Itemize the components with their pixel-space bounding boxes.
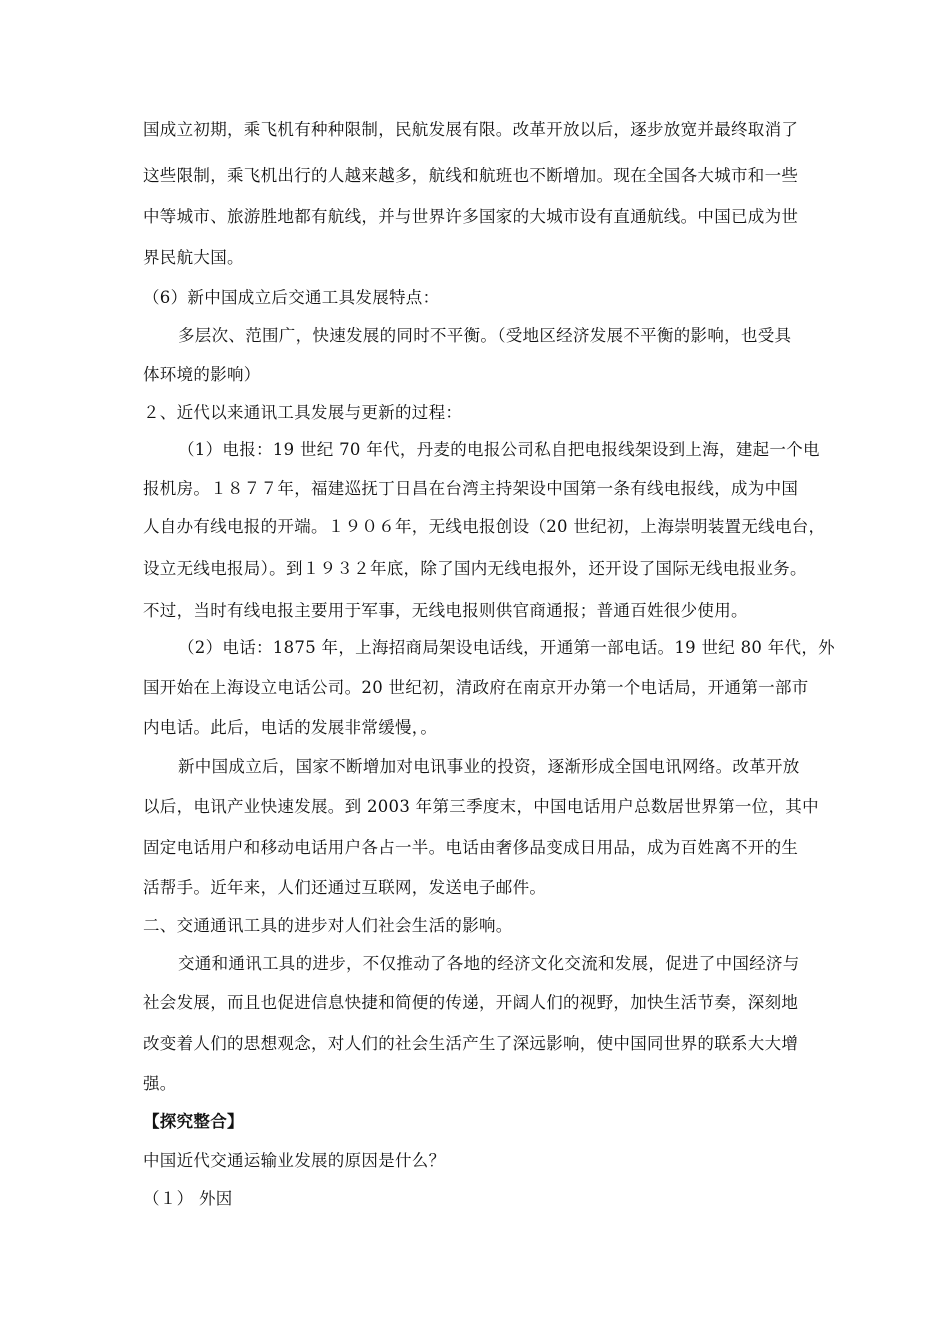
paragraph-line: 固定电话用户和移动电话用户各占一半。电话由奢侈品变成日用品，成为百姓离不开的生 <box>143 838 799 857</box>
paragraph-line: 报机房。１８７７年，福建巡抚丁日昌在台湾主持架设中国第一条有线电报线，成为中国 <box>143 479 799 498</box>
section-title: 【探究整合】 <box>143 1112 244 1131</box>
paragraph-line: 强。 <box>143 1074 177 1093</box>
paragraph-line: 内电话。此后，电话的发展非常缓慢，。 <box>143 718 438 737</box>
paragraph-line: 活帮手。近年来，人们还通过互联网，发送电子邮件。 <box>143 878 547 897</box>
paragraph-line: 这些限制，乘飞机出行的人越来越多，航线和航班也不断增加。现在全国各大城市和一些 <box>143 166 799 185</box>
paragraph-line: 改变着人们的思想观念，对人们的社会生活产生了深远影响，使中国同世界的联系大大增 <box>143 1034 799 1053</box>
paragraph-line: 国开始在上海设立电话公司。20 世纪初，清政府在南京开办第一个电话局，开通第一部市 <box>143 678 809 697</box>
paragraph-line: 中等城市、旅游胜地都有航线，并与世界许多国家的大城市设有直通航线。中国已成为世 <box>143 207 799 226</box>
question-line: 中国近代交通运输业发展的原因是什么？ <box>143 1151 446 1170</box>
section-heading: （6）新中国成立后交通工具发展特点： <box>143 288 440 307</box>
paragraph-line: 不过，当时有线电报主要用于军事，无线电报则供官商通报；普通百姓很少使用。 <box>143 601 748 620</box>
paragraph-line: 体环境的影响） <box>143 365 261 384</box>
paragraph-line: 国成立初期，乘飞机有种种限制，民航发展有限。改革开放以后，逐步放宽并最终取消了 <box>143 120 799 139</box>
paragraph-line: 界民航大国。 <box>143 248 244 267</box>
paragraph-line: （1）电报：19 世纪 70 年代，丹麦的电报公司私自把电报线架设到上海，建起一个电 <box>178 440 820 459</box>
section-heading: ２、近代以来通讯工具发展与更新的过程： <box>143 403 463 422</box>
paragraph-line: 社会发展，而且也促进信息快捷和简便的传递，开阔人们的视野，加快生活节奏，深刻地 <box>143 993 799 1012</box>
paragraph-line: 交通和通讯工具的进步，不仅推动了各地的经济文化交流和发展，促进了中国经济与 <box>178 954 800 973</box>
paragraph-line: 新中国成立后，国家不断增加对电讯事业的投资，逐渐形成全国电讯网络。改革开放 <box>178 757 800 776</box>
paragraph-line: 人自办有线电报的开端。１９０６年，无线电报创设（20 世纪初，上海崇明装置无线电台， <box>143 517 826 536</box>
list-item: （１） 外因 <box>143 1189 233 1208</box>
section-heading: 二、交通通讯工具的进步对人们社会生活的影响。 <box>143 916 513 935</box>
paragraph-line: （2）电话：1875 年，上海招商局架设电话线，开通第一部电话。19 世纪 80 年代，外 <box>178 638 835 657</box>
paragraph-line: 设立无线电报局）。到１９３２年底，除了国内无线电报外，还开设了国际无线电报业务。 <box>143 559 807 578</box>
paragraph-line: 多层次、范围广，快速发展的同时不平衡。（受地区经济发展不平衡的影响，也受具 <box>178 326 792 345</box>
paragraph-line: 以后，电讯产业快速发展。到 2003 年第三季度末，中国电话用户总数居世界第一位，其中 <box>143 797 819 816</box>
